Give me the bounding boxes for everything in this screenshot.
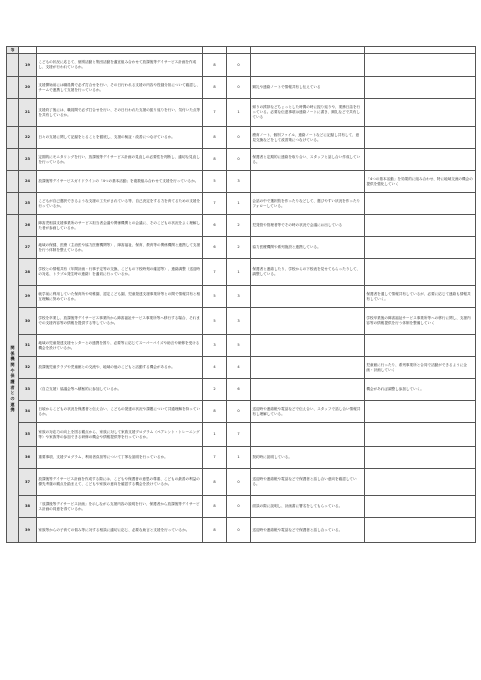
no-count: 0 — [227, 518, 251, 543]
yes-count: 4 — [203, 357, 227, 379]
item-number: 35 — [19, 423, 37, 447]
item-text: 放課後等デイサービスガイドラインの「4つの基本活動」を複数組み合わせて支援を行っているか。 — [37, 171, 203, 193]
table-row — [7, 99, 476, 127]
category-cell-top: 等 — [7, 47, 19, 54]
table-row — [7, 401, 476, 423]
item-number: 23 — [19, 149, 37, 171]
improvement-text — [251, 286, 365, 308]
issue-text — [365, 335, 476, 357]
issue-text — [365, 423, 476, 447]
item-number: 22 — [19, 127, 37, 149]
table-row — [7, 469, 476, 496]
improvement-text: 療育ノート、個別ファイル、連絡ノートなどに記録し共有して、意見交換などをして改善策につなげている。 — [251, 127, 365, 149]
item-text: 重要事項、支援プログラム、利用者負担等について丁寧な説明を行っているか。 — [37, 447, 203, 469]
item-number: 32 — [19, 357, 37, 379]
no-count: 3 — [227, 286, 251, 308]
item-number: 36 — [19, 447, 37, 469]
item-number: 30 — [19, 308, 37, 335]
yes-count: 8 — [203, 469, 227, 496]
issue-text — [365, 237, 476, 259]
empty-cell — [227, 47, 251, 54]
item-text: こどもが自己選択できるような支援の工夫がされている等、自己決定をする力を育てるための支援を行っているか。 — [37, 193, 203, 215]
issue-text: 児童館に行ったり、系列事業所と合同で活動ができるように企画・計画していく — [365, 357, 476, 379]
table-row — [7, 149, 476, 171]
item-text: 日頃からこどもの状況を保護者と伝え合い、こどもの発達の状況や課題について共通理解を持っているか。 — [37, 401, 203, 423]
issue-text — [365, 469, 476, 496]
item-text: こどもの状況に応じて、個別活動と集団活動を適宜組み合わせて放課後等デイサービス計画を作成し、支援が行われているか。 — [37, 54, 203, 77]
yes-count: 7 — [203, 99, 227, 127]
item-number: 34 — [19, 401, 37, 423]
empty-cell — [251, 47, 365, 54]
improvement-text — [251, 308, 365, 335]
yes-count: 2 — [203, 379, 227, 401]
category-cell — [7, 149, 19, 171]
table-row — [7, 215, 476, 237]
table-row — [7, 237, 476, 259]
yes-count: 8 — [203, 518, 227, 543]
empty-cell — [203, 47, 227, 54]
no-count: 2 — [227, 237, 251, 259]
improvement-text — [251, 357, 365, 379]
yes-count: 7 — [203, 193, 227, 215]
empty-cell — [37, 47, 203, 54]
table-row — [7, 193, 476, 215]
item-text: 放課後児童クラブや児童館との交流や、地域の他のこどもと活動する機会があるか。 — [37, 357, 203, 379]
no-count: 1 — [227, 99, 251, 127]
item-number: 31 — [19, 335, 37, 357]
yes-count: 3 — [203, 335, 227, 357]
item-number: 29 — [19, 286, 37, 308]
item-number: 28 — [19, 259, 37, 286]
table-row — [7, 54, 476, 77]
improvement-text: 協力医療機関や系列施設と連携している。 — [251, 237, 365, 259]
no-count: 0 — [227, 401, 251, 423]
improvement-text: 帰りの挨拶などちょっとした時間の時に振り返りや、業務日誌を行っている。必要な伝達事項は連絡ノートに書き、顕礼などで共有している — [251, 99, 365, 127]
improvement-text: 保護者と定期的に連絡を取り合い、スタッフと話し合い作成している。 — [251, 149, 365, 171]
improvement-text — [251, 335, 365, 357]
category-cell — [7, 99, 19, 127]
no-count: 1 — [227, 447, 251, 469]
item-text: 地域の保健、医療（主治医や協力医療機関等）、障害福祉、保育、教育等の関係機関と連携して支援を行う体制を整えているか。 — [37, 237, 203, 259]
yes-count: 5 — [203, 286, 227, 308]
category-cell — [7, 171, 19, 193]
table-row — [7, 518, 476, 543]
no-count: 7 — [227, 423, 251, 447]
improvement-text: 送迎時や連絡帳や電話などで保護者と話し合い意向を確認している。 — [251, 469, 365, 496]
no-count: 0 — [227, 77, 251, 99]
evaluation-table — [6, 46, 476, 543]
issue-text: 機会があれば調整し参加していく。 — [365, 379, 476, 401]
table-row — [7, 259, 476, 286]
table-row — [7, 286, 476, 308]
item-text: 支援開始前には職員間で必ず打合せを行い、その日行われる支援の内容や役割分担について確認し、チームで連携して支援を行っているか。 — [37, 77, 203, 99]
improvement-text: 児発管や管理者等でその時の状況で会議にお出している — [251, 215, 365, 237]
yes-count: 8 — [203, 54, 227, 77]
item-text: 就学前に利用していた保育所や幼稚園、認定こども園、児童発達支援事業所等との間で情報共有と相互理解に努めているか。 — [37, 286, 203, 308]
issue-text: 保護者を通して情報共有しているが、必要に応じて連絡も情報共有していく。 — [365, 286, 476, 308]
empty-cell — [19, 47, 37, 54]
no-count: 3 — [227, 308, 251, 335]
item-text: 学校を卒業し、放課後等デイサービス事業所から障害福祉サービス事業所等へ移行する場合、それまでの支援内容等の情報を提供する等しているか。 — [37, 308, 203, 335]
item-number: 26 — [19, 215, 37, 237]
no-count: 6 — [227, 379, 251, 401]
table-row — [7, 77, 476, 99]
item-number: 37 — [19, 469, 37, 496]
issue-text: 学校卒業後の障害福祉サービス事業所等への移行に関し、支援内容等の情報提供を行う体制を整備していく — [365, 308, 476, 335]
issue-text — [365, 99, 476, 127]
issue-text — [365, 496, 476, 518]
category-label: 関係機関や保護者との連携 — [10, 344, 15, 413]
item-number: 27 — [19, 237, 37, 259]
issue-text — [365, 77, 476, 99]
category-cell — [7, 193, 19, 215]
yes-count: 8 — [203, 149, 227, 171]
issue-text — [365, 149, 476, 171]
table-row — [7, 379, 476, 401]
improvement-text: 送迎時や連絡帳や電話などで保護者と話し合っている。 — [251, 518, 365, 543]
item-text: 家族の対応力の向上を図る観点から、家族に対して家族支援プログラム（ペアレント・トレーニング等）や家族等の参加できる研修の機会や情報提供等を行っているか。 — [37, 423, 203, 447]
issue-text — [365, 127, 476, 149]
improvement-text: 顕礼や連絡ノートで情報共有し伝えている — [251, 77, 365, 99]
no-count: 4 — [227, 357, 251, 379]
item-text: 家族等からの子育ての悩み等に対する相談に適切に応じ、必要な助言と支援を行っているか。 — [37, 518, 203, 543]
yes-count: 8 — [203, 496, 227, 518]
category-cell — [7, 54, 19, 77]
empty-cell — [365, 47, 476, 54]
no-count: 1 — [227, 259, 251, 286]
item-number: 33 — [19, 379, 37, 401]
table-row — [7, 496, 476, 518]
evaluation-table-body — [7, 47, 476, 543]
issue-text: 「4つの基本活動」を効果的に組み合わせ、特に地域交流の機会の提供を強化していく — [365, 171, 476, 193]
improvement-text — [251, 379, 365, 401]
yes-count: 6 — [203, 237, 227, 259]
no-count: 2 — [227, 215, 251, 237]
yes-count: 5 — [203, 308, 227, 335]
no-count: 0 — [227, 54, 251, 77]
improvement-text — [251, 54, 365, 77]
no-count: 0 — [227, 496, 251, 518]
no-count: 3 — [227, 171, 251, 193]
category-cell — [7, 77, 19, 99]
issue-text — [365, 215, 476, 237]
item-text: 「放課後等デイサービス計画」を示しながら支援内容の説明を行い、保護者から放課後等デイサービス計画の同意を得ているか。 — [37, 496, 203, 518]
item-text: 日々の支援に関して記録をとることを徹底し、支援の検証・改善につなげているか。 — [37, 127, 203, 149]
table-row — [7, 308, 476, 335]
table-row — [7, 171, 476, 193]
yes-count: 8 — [203, 127, 227, 149]
item-number: 21 — [19, 99, 37, 127]
yes-count: 7 — [203, 447, 227, 469]
item-number: 24 — [19, 171, 37, 193]
item-number: 20 — [19, 77, 37, 99]
yes-count: 8 — [203, 401, 227, 423]
item-text: 地域の児童発達支援センターとの連携を図り、必要等に応じてスーパーバイズや助言や研修を受ける機会を設けているか。 — [37, 335, 203, 357]
item-text: 定期的にモニタリングを行い、放課後等デイサービス計画の見直しの必要性を判断し、適切な見直しを行っているか。 — [37, 149, 203, 171]
issue-text — [365, 54, 476, 77]
improvement-text — [251, 171, 365, 193]
issue-text — [365, 259, 476, 286]
item-number: 39 — [19, 518, 37, 543]
no-count: 0 — [227, 149, 251, 171]
no-count: 5 — [227, 335, 251, 357]
item-text: （自立支援）協議会等へ積極的に参加しているか。 — [37, 379, 203, 401]
improvement-text: 面談の際に説明し、計画書に署名をしてもらっている。 — [251, 496, 365, 518]
yes-count: 8 — [203, 77, 227, 99]
table-row — [7, 357, 476, 379]
issue-text — [365, 401, 476, 423]
category-cell — [7, 127, 19, 149]
no-count: 0 — [227, 127, 251, 149]
issue-text — [365, 447, 476, 469]
category-cell-main — [7, 215, 19, 543]
table-row-top — [7, 47, 476, 54]
item-number: 25 — [19, 193, 37, 215]
improvement-text: 契約時に説明している。 — [251, 447, 365, 469]
yes-count: 1 — [203, 423, 227, 447]
yes-count: 5 — [203, 171, 227, 193]
yes-count: 6 — [203, 215, 227, 237]
improvement-text: 送迎時や連絡帳や電話などで伝え合い、スタッフで話し合い情報共有し理解している。 — [251, 401, 365, 423]
item-number: 19 — [19, 54, 37, 77]
item-text: 障害児相談支援事業所のサービス担当者会議や関係機関との会議に、そのこどもの状況をよく理解した者が参画しているか。 — [37, 215, 203, 237]
no-count: 1 — [227, 193, 251, 215]
table-row — [7, 447, 476, 469]
table-row — [7, 423, 476, 447]
yes-count: 7 — [203, 259, 227, 286]
no-count: 0 — [227, 469, 251, 496]
item-text: 放課後等デイサービス計画を作成する際には、こどもや保護者の意思の尊重、こどもの最善の利益の優先考慮の観点を踏まえて、こどもや家族の意向を確認する機会を設けているか。 — [37, 469, 203, 496]
item-text: 支援終了後には、職員間で必ず打合せを行い、その日行われた支援の振り返りを行い、気付いた点等を共有しているか。 — [37, 99, 203, 127]
item-text: 学校との情報共有（年間計画・行事予定等の交換、こどもの下校時刻の確認等）、連絡調整（送迎時の対応、トラブル発生時の連絡）を適切に行っているか。 — [37, 259, 203, 286]
issue-text — [365, 193, 476, 215]
table-row — [7, 335, 476, 357]
item-number: 38 — [19, 496, 37, 518]
issue-text — [365, 518, 476, 543]
improvement-text: 会話の中で選択肢を作ったりなどして、選びやすい状況を作ったりフォローしている。 — [251, 193, 365, 215]
table-row — [7, 127, 476, 149]
improvement-text: 保護者と連絡したり、学校からの下校表を見せてもらったりして、調整している。 — [251, 259, 365, 286]
improvement-text — [251, 423, 365, 447]
